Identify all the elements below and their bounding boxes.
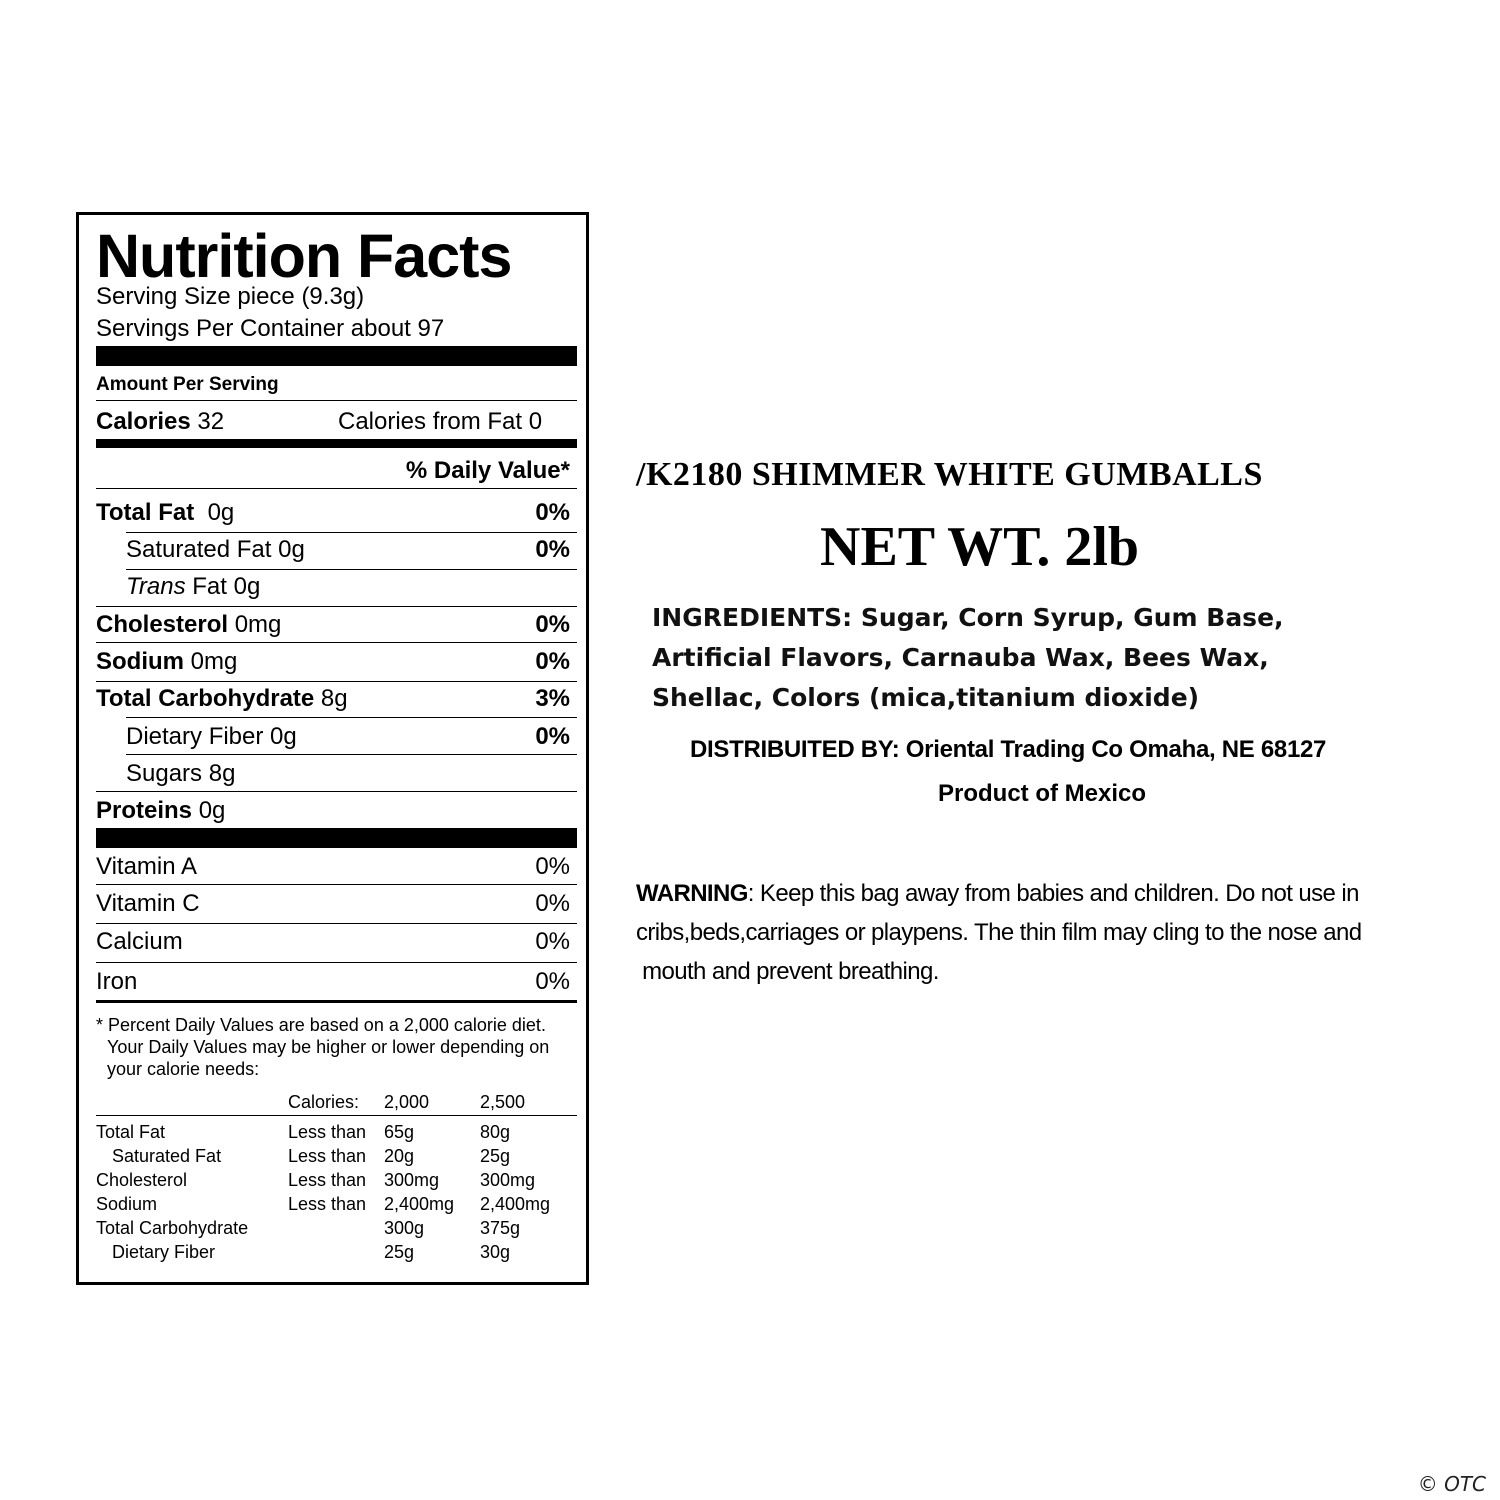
table-cell: 65g: [384, 1122, 415, 1142]
table-header-calories: Calories:: [288, 1092, 360, 1112]
nutrient-amount: 0g: [270, 723, 297, 750]
ingredients: [652, 598, 1284, 718]
nutrient-name: Sodium: [96, 648, 184, 675]
nutrient-amount: 0mg: [190, 648, 238, 675]
nutrient-row-sugars: [126, 760, 235, 788]
divider: [96, 400, 577, 401]
table-cell: 30g: [480, 1242, 511, 1262]
table-cell: Sodium: [96, 1194, 158, 1214]
nutrient-name: Total Carbohydrate: [96, 685, 315, 712]
nutrient-name: Dietary Fiber: [126, 723, 264, 750]
nutrient-name: Trans: [126, 573, 186, 600]
table-cell: 300mg: [384, 1170, 440, 1190]
divider: [96, 962, 577, 963]
warning-line: cribs,beds,carriages or playpens. The thin film may cling to the nose and: [636, 919, 1362, 946]
nutrient-row-proteins: [96, 797, 225, 825]
divider: [96, 681, 577, 682]
thick-divider: [96, 346, 577, 366]
product-name: /K2180 SHIMMER WHITE GUMBALLS: [636, 456, 1263, 493]
table-cell: 2,400mg: [480, 1194, 551, 1214]
table-cell: 20g: [384, 1146, 415, 1166]
net-weight: NET WT. 2lb: [820, 516, 1140, 578]
vitamin-name: Calcium: [96, 928, 183, 955]
nutrient-amount: 0mg: [234, 611, 282, 638]
vitamin-pct: 0%: [535, 968, 570, 995]
divider: [96, 606, 577, 607]
table-cell: 25g: [480, 1146, 511, 1166]
divider: [126, 717, 577, 718]
warning-text: [636, 874, 1426, 991]
nutrient-name: Sugars: [126, 760, 203, 787]
footnote-line: your calorie needs:: [107, 1059, 260, 1079]
nutrient-name: Saturated Fat: [126, 536, 272, 563]
table-cell: 2,400mg: [384, 1194, 455, 1214]
vitamin-pct: 0%: [535, 928, 570, 955]
nutrient-row-cholesterol: [96, 611, 281, 639]
table-cell: Less than: [288, 1146, 367, 1166]
divider: [96, 1115, 577, 1116]
nutrient-row-saturated-fat: [126, 536, 305, 564]
daily-value-header: % Daily Value*: [405, 457, 570, 484]
table-header-2500: 2,500: [480, 1092, 526, 1112]
nutrient-amount: 0g: [278, 536, 305, 563]
warning-line: [636, 874, 1426, 913]
divider: [96, 488, 577, 489]
footnote-line: * Percent Daily Values are based on a 2,000 calorie diet.: [96, 1015, 546, 1035]
divider: [96, 642, 577, 643]
divider: [96, 791, 577, 792]
nutrient-amount: 8g: [320, 685, 348, 712]
nutrient-name: Cholesterol: [96, 611, 229, 638]
table-cell: Less than: [288, 1194, 367, 1214]
watermark-logo: © OTC: [1417, 1472, 1486, 1496]
divider: [96, 923, 577, 924]
nutrient-amount: 0g: [198, 797, 226, 824]
divider: [96, 884, 577, 885]
nutrition-facts-panel: [76, 212, 589, 1285]
table-cell: Total Fat: [96, 1122, 166, 1142]
vitamin-name: Vitamin A: [96, 853, 197, 880]
country-of-origin: Product of Mexico: [938, 780, 1147, 807]
nutrient-pct: 0%: [535, 536, 570, 563]
table-cell: Total Carbohydrate: [96, 1218, 249, 1238]
table-cell: Less than: [288, 1122, 367, 1142]
nutrient-pct: 0%: [535, 648, 570, 675]
nutrient-amount: 0g: [233, 573, 261, 600]
nutrient-amount: 0g: [207, 499, 235, 526]
medium-divider: [96, 439, 577, 448]
nutrient-row-total-carbohydrate: [96, 685, 348, 713]
nutrient-name-rest: Fat: [192, 573, 227, 600]
nutrient-pct: 0%: [535, 723, 570, 750]
table-cell: Cholesterol: [96, 1170, 188, 1190]
nutrient-row-dietary-fiber: [126, 723, 297, 751]
nutrient-pct: 3%: [535, 685, 570, 712]
warning-label: WARNING: [636, 880, 748, 907]
calories-value: 32: [197, 408, 225, 435]
table-cell: Dietary Fiber: [112, 1242, 216, 1262]
calories-row: [96, 408, 224, 436]
ingredients-line: Artificial Flavors, Carnauba Wax, Bees Wax,: [652, 643, 1269, 672]
divider: [126, 532, 577, 533]
nutrient-pct: 0%: [535, 611, 570, 638]
table-header-2000: 2,000: [384, 1092, 430, 1112]
calories-label: Calories: [96, 408, 191, 435]
divider: [96, 1000, 577, 1003]
divider: [126, 754, 577, 755]
table-cell: Saturated Fat: [112, 1146, 222, 1166]
servings-per-container: Servings Per Container about 97: [96, 315, 445, 342]
nutrition-title: Nutrition Facts: [96, 222, 512, 290]
vitamin-pct: 0%: [535, 853, 570, 880]
nutrient-amount: 8g: [208, 760, 236, 787]
nutrient-name: Proteins: [96, 797, 193, 824]
nutrient-row-total-fat: [96, 499, 234, 527]
vitamin-pct: 0%: [535, 890, 570, 917]
calories-from-fat: Calories from Fat 0: [338, 408, 543, 435]
distributor: DISTRIBUITED BY: Oriental Trading Co Omaha, NE 68127: [690, 736, 1327, 763]
nutrient-name: Total Fat: [96, 499, 195, 526]
table-cell: 25g: [384, 1242, 415, 1262]
thick-divider: [96, 828, 577, 848]
footnote-line: Your Daily Values may be higher or lower depending on: [107, 1037, 550, 1057]
warning-line: mouth and prevent breathing.: [636, 958, 939, 985]
serving-size: Serving Size piece (9.3g): [96, 283, 365, 310]
divider: [126, 569, 577, 570]
table-cell: 80g: [480, 1122, 511, 1142]
table-cell: 300g: [384, 1218, 425, 1238]
ingredients-line: Shellac, Colors (mica,titanium dioxide): [652, 683, 1200, 712]
vitamin-name: Iron: [96, 968, 138, 995]
table-cell: 375g: [480, 1218, 521, 1238]
warning-line-text: : Keep this bag away from babies and children. Do not use in: [747, 880, 1359, 907]
ingredients-line: INGREDIENTS: Sugar, Corn Syrup, Gum Base,: [652, 603, 1284, 632]
amount-per-serving: Amount Per Serving: [96, 374, 279, 395]
vitamin-name: Vitamin C: [96, 890, 200, 917]
nutrient-row-sodium: [96, 648, 237, 676]
nutrient-row-trans-fat: [126, 573, 260, 601]
nutrient-pct: 0%: [535, 499, 570, 526]
table-cell: Less than: [288, 1170, 367, 1190]
table-cell: 300mg: [480, 1170, 536, 1190]
